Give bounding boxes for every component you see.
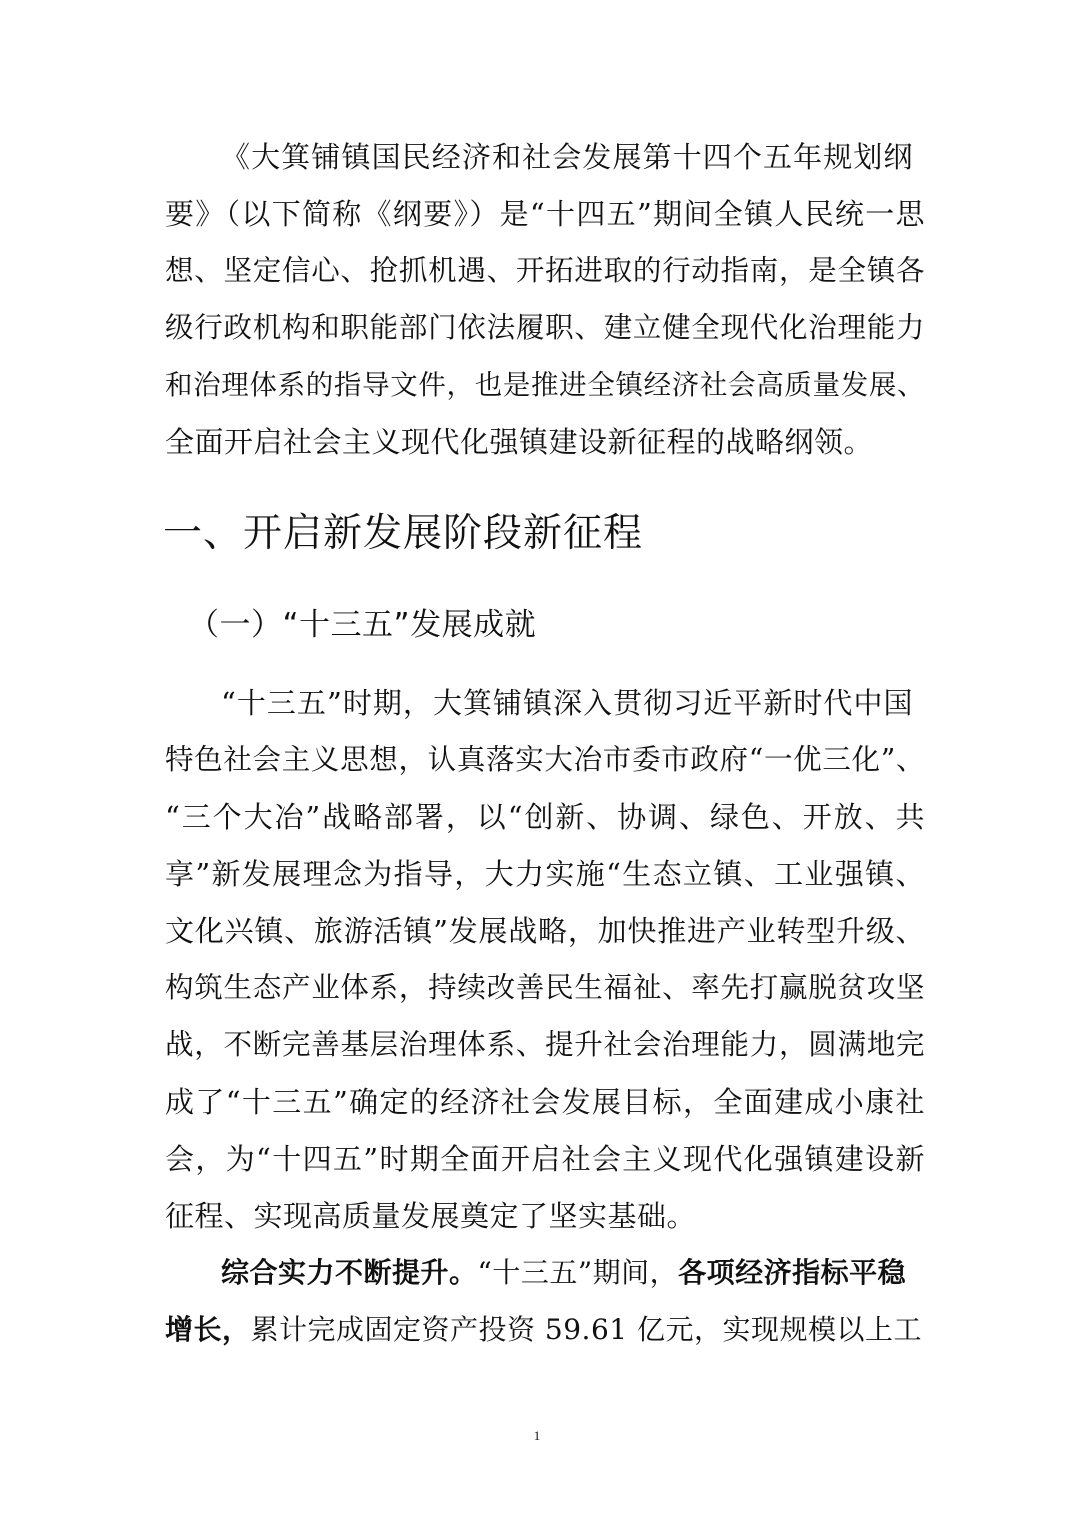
intro-line-4: 级行政机构和职能部门依法履职、建立健全现代化治理能力 [165, 311, 925, 344]
section1-line-3: “三个大冶”战略部署，以“创新、协调、绿色、开放、共 [165, 800, 925, 834]
section1-line-1: “十三五”时期，大箕铺镇深入贯彻习近平新时代中国 [221, 686, 913, 720]
section1-line-5: 文化兴镇、旅游活镇”发展战略，加快推进产业转型升级、 [165, 914, 925, 948]
bold-phrase: 综合实力不断提升。 [221, 1256, 478, 1289]
section1-line-2: 特色社会主义思想，认真落实大冶市委市政府“一优三化”、 [165, 743, 925, 776]
section1-line-10: 征程、实现高质量发展奠定了坚实基础。 [165, 1199, 697, 1233]
paragraph2-line-1 [221, 1253, 913, 1293]
intro-line-2: 要》（以下简称《纲要》）是“十四五”期间全镇人民统一思 [165, 197, 925, 231]
section1-line-8: 成了“十三五”确定的经济社会发展目标，全面建成小康社 [165, 1085, 925, 1119]
section-heading-1: 一、开启新发展阶段新征程 [163, 511, 644, 556]
section1-line-6: 构筑生态产业体系，持续改善民生福祉、率先打赢脱贫攻坚 [165, 971, 925, 1004]
subsection-heading-1: （一）“十三五”发展成就 [188, 607, 537, 643]
intro-line-6: 全面开启社会主义现代化强镇建设新征程的战略纲领。 [165, 425, 874, 459]
text-run: “十三五”期间， [477, 1256, 679, 1289]
text-run: 累计完成固定资产投资 59.61 亿元，实现规模以上工 [250, 1313, 922, 1346]
section1-line-9: 会，为“十四五”时期全面开启社会主义现代化强镇建设新 [165, 1142, 925, 1176]
bold-phrase: 增长， [165, 1313, 251, 1346]
section1-line-7: 战，不断完善基层治理体系、提升社会治理能力，圆满地完 [165, 1028, 925, 1061]
intro-line-3: 想、坚定信心、抢抓机遇、开拓进取的行动指南，是全镇各 [165, 254, 925, 287]
page-number: 1 [533, 1428, 541, 1443]
intro-line-5: 和治理体系的指导文件，也是推进全镇经济社会高质量发展、 [165, 369, 925, 401]
section1-line-4: 享”新发展理念为指导，大力实施“生态立镇、工业强镇、 [165, 857, 925, 891]
paragraph2-line-2 [165, 1310, 925, 1350]
intro-line-1: 《大箕铺镇国民经济和社会发展第十四个五年规划纲 [221, 140, 913, 174]
bold-phrase: 各项经济指标平稳 [678, 1256, 907, 1289]
